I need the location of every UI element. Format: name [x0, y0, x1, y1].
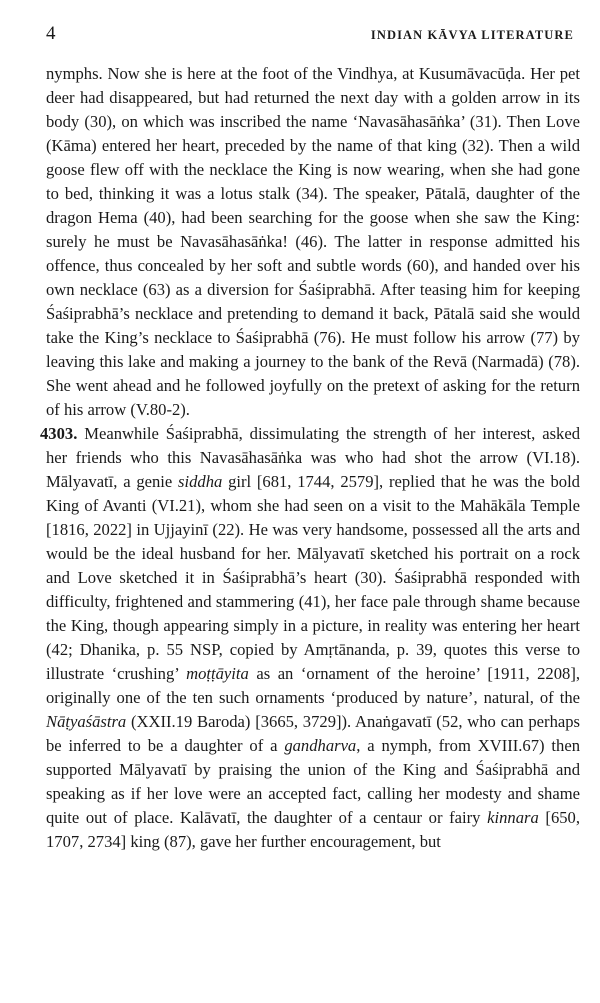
paragraph-text-segment: , a nymph, from XVIII.67) then supported Mālyavatī by praising the union of the King and Śaśiprabhā and speaking as if her love were an accepted fact, calling her modesty and shame quite out of place. Kalāvatī, the daughter of a centaur or fairy	[46, 736, 580, 827]
paragraph-1-text: nymphs. Now she is here at the foot of the Vindhya, at Kusumāvacūḍa. Her pet deer had disappeared, but had returned the next day with a golden arrow in its body (30), on which was inscribed the name ‘Navasāhasāṅka’ (31). Then Love (Kāma) entered her heart, preceded by the name of that king (32). Then a wild goose flew off with the necklace the King is now wearing, when she had gone to bed, thinking it was a lotus stalk (34). The speaker, Pātalā, daughter of the dragon Hema (40), had been searching for the goose when she saw the King: surely he must be Navasāhasāṅka! (46). The latter in response admitted his offence, thus concealed by her soft and subtle words (60), and handed over his own necklace (63) as a diversion for Śaśiprabhā. After teasing him for keeping Śaśiprabhā’s necklace and pretending to demand it back, Pātalā said she would take the King’s necklace to Śaśiprabhā (76). He must follow his arrow (77) by leaving this lake and making a journey to the bank of the Revā (Narmadā) (78). She went ahead and he followed joyfully on the pretext of asking for the return of his arrow (V.80-2).	[46, 64, 580, 419]
paragraph-4303	[40, 422, 580, 854]
term-gandharva: gandharva	[284, 736, 357, 755]
running-head	[46, 24, 574, 44]
running-title: INDIAN KĀVYA LITERATURE	[370, 28, 574, 42]
paragraph-1	[46, 62, 580, 422]
paragraph-text-segment: (XXII.19 Baroda) [3665, 3729]). Anaṅgavatī (52, who can perhaps be inferred to be a daughter of a	[46, 712, 580, 755]
paragraph-text-segment: girl [681, 1744, 2579], replied that he was the bold King of Avanti (VI.21), whom she had seen on a visit to the Mahākāla Temple [1816, 2022] in Ujjayinī (22). He was very handsome, possessed all the arts and would be the ideal husband for her. Mālyavatī sketched his portrait on a rock and Love sketched it in Śaśiprabhā’s heart (30). Śaśiprabhā responded with difficulty, frightened and stammering (41), her face pale through shame because the King, though appearing simply in a picture, in reality was entering her heart (42; Dhanika, p. 55 NSP, copied by Amṛtānanda, p. 39, quotes this verse to illustrate ‘crushing’	[46, 472, 580, 683]
paragraph-number: 4303.	[40, 424, 78, 443]
term-kinnara: kinnara	[487, 808, 539, 827]
page-number: 4	[46, 23, 56, 44]
term-siddha: siddha	[178, 472, 223, 491]
term-mottayita: moṭṭāyita	[186, 664, 249, 683]
body-text	[40, 62, 580, 854]
paragraph-text-segment: Meanwhile Śaśiprabhā, dissimulating the strength of her interest, asked her friends who this Navasāhasāṅka was who had shot the arrow (VI.18). Mālyavatī, a genie	[46, 424, 580, 491]
paragraph-text-segment: as an ‘ornament of the heroine’ [1911, 2208], originally one of the ten such ornaments ‘produced by nature’, natural, of the	[46, 664, 580, 707]
title-natyasastra: Nāṭyaśāstra	[46, 712, 127, 731]
paragraph-text-segment: [650, 1707, 2734] king (87), gave her further encouragement, but	[46, 808, 580, 851]
